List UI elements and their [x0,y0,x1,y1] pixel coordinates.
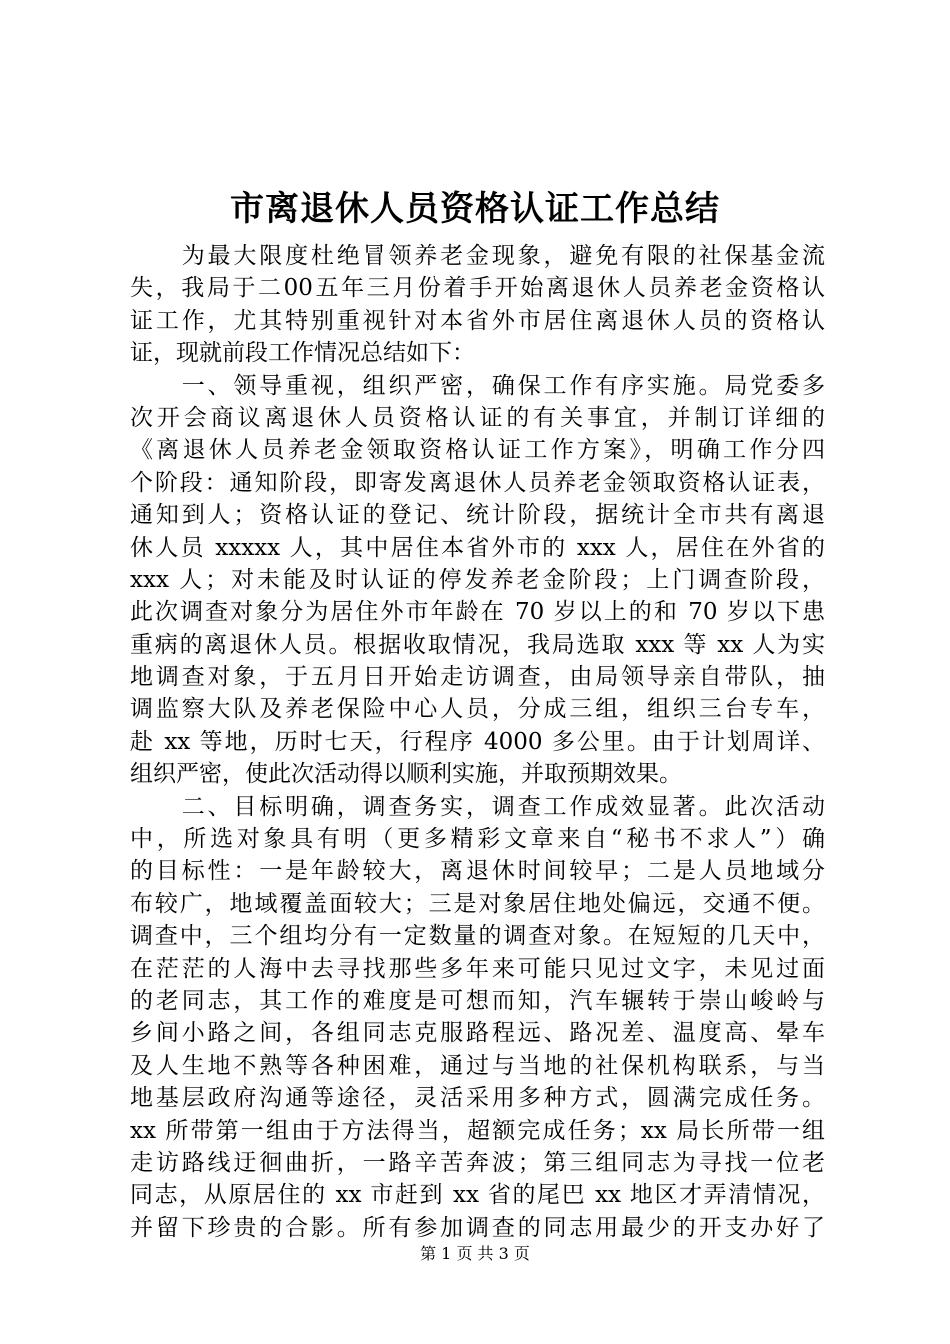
document-body [130,240,825,1244]
body-line: 在茫茫的人海中去寻找那些多年来可能只见过文字，未见过面 [130,955,825,982]
body-line: 赴 xx 等地，历时七天，行程序 4000 多公里。由于计划周详、 [130,728,825,755]
body-line: 的老同志，其工作的难度是可想而知，汽车辗转于崇山峻岭与 [130,987,825,1014]
body-line: 二、目标明确，调查务实，调查工作成效显著。此次活动 [130,793,825,820]
body-line: xx 所带第一组由于方法得当，超额完成任务；xx 局长所带一组 [130,1117,825,1144]
body-line: 并留下珍贵的合影。所有参加调查的同志用最少的开支办好了 [130,1214,825,1241]
body-line: 重病的离退休人员。根据收取情况，我局选取 xxx 等 xx 人为实 [130,631,825,658]
page-number-footer: 第 1 页 共 3 页 [420,1244,530,1263]
body-line: 中，所选对象具有明（更多精彩文章来自“秘书不求人”）确 [130,826,825,853]
body-line: 次开会商议离退休人员资格认证的有关事宜，并制订详细的 [130,404,825,431]
body-line: 此次调查对象分为居住外市年龄在 70 岁以上的和 70 岁以下患 [130,599,825,626]
body-line: 证工作，尤其特别重视针对本省外市居住离退休人员的资格认 [130,307,825,334]
body-line: 同志，从原居住的 xx 市赶到 xx 省的尾巴 xx 地区才弄清情况， [130,1182,825,1209]
body-line: 《离退休人员养老金领取资格认证工作方案》，明确工作分四 [130,437,825,464]
body-line: 地调查对象，于五月日开始走访调查，由局领导亲自带队，抽 [130,664,825,691]
body-line: 一、领导重视，组织严密，确保工作有序实施。局党委多 [130,372,825,399]
body-line: xxx 人；对未能及时认证的停发养老金阶段；上门调查阶段， [130,566,825,593]
body-line: 的目标性：一是年龄较大，离退休时间较早；二是人员地域分 [130,858,825,885]
body-line: 证，现就前段工作情况总结如下： [130,340,475,367]
body-line: 走访路线迂徊曲折，一路辛苦奔波；第三组同志为寻找一位老 [130,1149,825,1176]
body-line: 组织严密，使此次活动得以顺利实施，并取预期效果。 [130,761,682,788]
document-title: 市离退休人员资格认证工作总结 [230,189,720,229]
body-line: 休人员 xxxxx 人，其中居住本省外市的 xxx 人，居住在外省的 [130,534,825,561]
body-line: 个阶段：通知阶段，即寄发离退休人员养老金领取资格认证表， [130,469,825,496]
body-line: 地基层政府沟通等途径，灵活采用多种方式，圆满完成任务。 [130,1085,825,1112]
body-line: 为最大限度杜绝冒领养老金现象，避免有限的社保基金流 [130,243,825,269]
body-line: 布较广，地域覆盖面较大；三是对象居住地处偏远，交通不便。 [130,890,825,917]
body-line: 乡间小路之间，各组同志克服路程远、路况差、温度高、晕车 [130,1020,825,1047]
body-line: 通知到人；资格认证的登记、统计阶段，据统计全市共有离退 [130,502,825,529]
body-line: 及人生地不熟等各种困难，通过与当地的社保机构联系，与当 [130,1052,825,1079]
body-line: 失，我局于二00五年三月份着手开始离退休人员养老金资格认 [130,275,825,302]
body-line: 调监察大队及养老保险中心人员，分成三组，组织三台专车， [130,696,825,723]
body-line: 调查中，三个组均分有一定数量的调查对象。在短短的几天中， [130,923,825,950]
